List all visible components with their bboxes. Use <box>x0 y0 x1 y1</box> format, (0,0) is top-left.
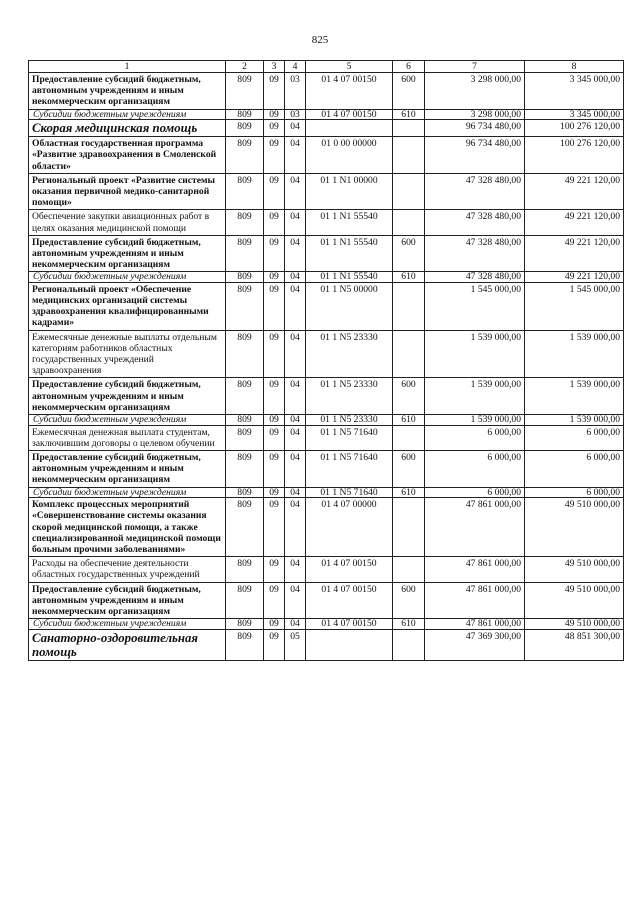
row-csr-cell <box>306 629 393 660</box>
row-name-cell: Субсидии бюджетным учреждениям <box>29 272 226 283</box>
row-name-cell: Субсидии бюджетным учреждениям <box>29 619 226 630</box>
row-ved-cell: 809 <box>226 173 264 210</box>
table-row <box>29 73 624 110</box>
table-row <box>29 629 624 660</box>
row-csr-cell: 01 4 07 00150 <box>306 109 393 120</box>
row-name-cell: Предоставление субсидий бюджетным, автономным учреждениям и иным некоммерческим организациям <box>29 582 226 619</box>
row-sum-2025-cell: 49 510 000,00 <box>525 582 624 619</box>
row-pr-cell: 04 <box>285 378 306 415</box>
table-row <box>29 487 624 498</box>
row-ved-cell: 809 <box>226 235 264 272</box>
row-name-cell: Субсидии бюджетным учреждениям <box>29 487 226 498</box>
row-rz-cell: 09 <box>264 173 285 210</box>
row-sum-2024-cell: 1 539 000,00 <box>425 415 525 426</box>
row-sum-2024-cell: 6 000,00 <box>425 487 525 498</box>
row-pr-cell: 04 <box>285 498 306 557</box>
row-ved-cell: 809 <box>226 272 264 283</box>
row-sum-2025-cell: 3 345 000,00 <box>525 109 624 120</box>
table-row <box>29 425 624 450</box>
row-pr-cell: 04 <box>285 487 306 498</box>
row-csr-cell: 01 1 N5 71640 <box>306 425 393 450</box>
table-row <box>29 378 624 415</box>
row-ved-cell: 809 <box>226 498 264 557</box>
row-sum-2024-cell: 47 328 480,00 <box>425 210 525 235</box>
row-ved-cell: 809 <box>226 487 264 498</box>
row-name-cell: Региональный проект «Обеспечение медицинских организаций системы здравоохранения квалифицированными кадрами» <box>29 282 226 330</box>
row-rz-cell: 09 <box>264 415 285 426</box>
row-sum-2024-cell: 1 539 000,00 <box>425 330 525 378</box>
row-sum-2024-cell: 47 328 480,00 <box>425 272 525 283</box>
row-pr-cell: 03 <box>285 109 306 120</box>
row-pr-cell: 04 <box>285 450 306 487</box>
table-row <box>29 557 624 582</box>
row-pr-cell: 04 <box>285 210 306 235</box>
row-name-cell: Предоставление субсидий бюджетным, автономным учреждениям и иным некоммерческим организациям <box>29 73 226 110</box>
table-row <box>29 120 624 137</box>
row-sum-2024-cell: 47 861 000,00 <box>425 557 525 582</box>
row-pr-cell: 04 <box>285 582 306 619</box>
row-vr-cell <box>393 137 425 174</box>
row-csr-cell: 01 1 N5 23330 <box>306 330 393 378</box>
row-pr-cell: 04 <box>285 415 306 426</box>
row-sum-2024-cell: 47 861 000,00 <box>425 619 525 630</box>
row-sum-2024-cell: 6 000,00 <box>425 450 525 487</box>
row-ved-cell: 809 <box>226 450 264 487</box>
row-sum-2025-cell: 1 539 000,00 <box>525 378 624 415</box>
row-csr-cell <box>306 120 393 137</box>
row-sum-2024-cell: 47 861 000,00 <box>425 582 525 619</box>
row-vr-cell: 610 <box>393 109 425 120</box>
row-pr-cell: 04 <box>285 173 306 210</box>
row-pr-cell: 04 <box>285 272 306 283</box>
row-sum-2024-cell: 47 328 480,00 <box>425 173 525 210</box>
row-vr-cell: 600 <box>393 582 425 619</box>
row-vr-cell <box>393 498 425 557</box>
row-sum-2025-cell: 1 539 000,00 <box>525 415 624 426</box>
header-col-1: 1 <box>29 61 226 73</box>
row-rz-cell: 09 <box>264 210 285 235</box>
row-rz-cell: 09 <box>264 235 285 272</box>
row-pr-cell: 04 <box>285 137 306 174</box>
row-pr-cell: 04 <box>285 425 306 450</box>
row-vr-cell <box>393 282 425 330</box>
row-sum-2025-cell: 49 221 120,00 <box>525 272 624 283</box>
table-row <box>29 210 624 235</box>
row-vr-cell <box>393 330 425 378</box>
row-csr-cell: 01 0 00 00000 <box>306 137 393 174</box>
row-vr-cell: 610 <box>393 272 425 283</box>
row-vr-cell <box>393 557 425 582</box>
row-sum-2025-cell: 6 000,00 <box>525 450 624 487</box>
row-name-cell: Обеспечение закупки авиационных работ в целях оказания медицинской помощи <box>29 210 226 235</box>
row-rz-cell: 09 <box>264 120 285 137</box>
row-vr-cell: 600 <box>393 73 425 110</box>
row-csr-cell: 01 1 N1 55540 <box>306 210 393 235</box>
row-rz-cell: 09 <box>264 487 285 498</box>
row-csr-cell: 01 4 07 00150 <box>306 73 393 110</box>
row-rz-cell: 09 <box>264 582 285 619</box>
row-name-cell: Предоставление субсидий бюджетным, автономным учреждениям и иным некоммерческим организациям <box>29 450 226 487</box>
header-col-7: 7 <box>425 61 525 73</box>
row-ved-cell: 809 <box>226 425 264 450</box>
table-row <box>29 173 624 210</box>
row-name-cell: Санаторно-оздоровительная помощь <box>29 629 226 660</box>
row-vr-cell: 600 <box>393 378 425 415</box>
row-sum-2025-cell: 49 221 120,00 <box>525 210 624 235</box>
row-ved-cell: 809 <box>226 73 264 110</box>
row-csr-cell: 01 1 N1 55540 <box>306 235 393 272</box>
row-sum-2024-cell: 1 545 000,00 <box>425 282 525 330</box>
row-ved-cell: 809 <box>226 210 264 235</box>
table-row <box>29 137 624 174</box>
row-name-cell: Ежемесячная денежная выплата студентам, заключившим договоры о целевом обучении <box>29 425 226 450</box>
row-sum-2025-cell: 49 221 120,00 <box>525 235 624 272</box>
row-sum-2024-cell: 47 328 480,00 <box>425 235 525 272</box>
row-csr-cell: 01 1 N5 23330 <box>306 378 393 415</box>
row-rz-cell: 09 <box>264 557 285 582</box>
table-row <box>29 498 624 557</box>
table-row <box>29 619 624 630</box>
row-vr-cell <box>393 425 425 450</box>
row-sum-2025-cell: 49 510 000,00 <box>525 619 624 630</box>
row-ved-cell: 809 <box>226 120 264 137</box>
row-pr-cell: 04 <box>285 619 306 630</box>
row-name-cell: Областная государственная программа «Развитие здравоохранения в Смоленской области» <box>29 137 226 174</box>
header-col-3: 3 <box>264 61 285 73</box>
row-sum-2025-cell: 49 510 000,00 <box>525 498 624 557</box>
row-ved-cell: 809 <box>226 629 264 660</box>
row-rz-cell: 09 <box>264 378 285 415</box>
row-sum-2025-cell: 6 000,00 <box>525 425 624 450</box>
table-row <box>29 109 624 120</box>
row-ved-cell: 809 <box>226 282 264 330</box>
row-ved-cell: 809 <box>226 415 264 426</box>
row-sum-2025-cell: 49 221 120,00 <box>525 173 624 210</box>
row-sum-2024-cell: 3 298 000,00 <box>425 73 525 110</box>
row-rz-cell: 09 <box>264 73 285 110</box>
row-csr-cell: 01 4 07 00150 <box>306 582 393 619</box>
row-pr-cell: 04 <box>285 282 306 330</box>
table-row <box>29 582 624 619</box>
header-col-2: 2 <box>226 61 264 73</box>
row-pr-cell: 04 <box>285 120 306 137</box>
row-sum-2025-cell: 1 545 000,00 <box>525 282 624 330</box>
row-name-cell: Расходы на обеспечение деятельности областных государственных учреждений <box>29 557 226 582</box>
header-col-6: 6 <box>393 61 425 73</box>
row-pr-cell: 04 <box>285 235 306 272</box>
row-csr-cell: 01 1 N1 55540 <box>306 272 393 283</box>
row-sum-2024-cell: 6 000,00 <box>425 425 525 450</box>
row-name-cell: Региональный проект «Развитие системы оказания первичной медико-санитарной помощи» <box>29 173 226 210</box>
row-rz-cell: 09 <box>264 272 285 283</box>
header-col-4: 4 <box>285 61 306 73</box>
row-name-cell: Предоставление субсидий бюджетным, автономным учреждениям и иным некоммерческим организациям <box>29 235 226 272</box>
row-csr-cell: 01 4 07 00150 <box>306 557 393 582</box>
table-row <box>29 282 624 330</box>
row-vr-cell: 610 <box>393 487 425 498</box>
table-row <box>29 415 624 426</box>
row-sum-2025-cell: 3 345 000,00 <box>525 73 624 110</box>
row-rz-cell: 09 <box>264 425 285 450</box>
row-name-cell: Ежемесячные денежные выплаты отдельным категориям работников областных государственных учреждений здравоохранения <box>29 330 226 378</box>
table-row <box>29 272 624 283</box>
row-sum-2025-cell: 100 276 120,00 <box>525 120 624 137</box>
table-row <box>29 235 624 272</box>
row-rz-cell: 09 <box>264 330 285 378</box>
row-csr-cell: 01 4 07 00000 <box>306 498 393 557</box>
row-vr-cell: 610 <box>393 619 425 630</box>
row-csr-cell: 01 1 N5 71640 <box>306 450 393 487</box>
row-pr-cell: 04 <box>285 330 306 378</box>
row-rz-cell: 09 <box>264 619 285 630</box>
row-name-cell: Предоставление субсидий бюджетным, автономным учреждениям и иным некоммерческим организациям <box>29 378 226 415</box>
header-row <box>29 61 624 73</box>
row-csr-cell: 01 1 N5 23330 <box>306 415 393 426</box>
row-ved-cell: 809 <box>226 619 264 630</box>
row-ved-cell: 809 <box>226 378 264 415</box>
row-vr-cell <box>393 210 425 235</box>
row-pr-cell: 04 <box>285 557 306 582</box>
page-number: 825 <box>311 34 329 46</box>
row-name-cell: Комплекс процессных мероприятий «Совершенствование системы оказания скорой медицинской помощи, а также специализированной медицинской помощи больным прочими заболеваниями» <box>29 498 226 557</box>
row-vr-cell <box>393 629 425 660</box>
row-pr-cell: 05 <box>285 629 306 660</box>
row-sum-2024-cell: 96 734 480,00 <box>425 137 525 174</box>
row-sum-2024-cell: 3 298 000,00 <box>425 109 525 120</box>
row-rz-cell: 09 <box>264 109 285 120</box>
row-vr-cell: 600 <box>393 235 425 272</box>
row-ved-cell: 809 <box>226 109 264 120</box>
row-rz-cell: 09 <box>264 282 285 330</box>
row-csr-cell: 01 1 N1 00000 <box>306 173 393 210</box>
row-rz-cell: 09 <box>264 450 285 487</box>
row-sum-2025-cell: 6 000,00 <box>525 487 624 498</box>
row-rz-cell: 09 <box>264 498 285 557</box>
row-ved-cell: 809 <box>226 582 264 619</box>
row-name-cell: Субсидии бюджетным учреждениям <box>29 109 226 120</box>
row-ved-cell: 809 <box>226 330 264 378</box>
row-vr-cell <box>393 120 425 137</box>
table-row <box>29 450 624 487</box>
row-csr-cell: 01 4 07 00150 <box>306 619 393 630</box>
row-sum-2025-cell: 48 851 300,00 <box>525 629 624 660</box>
row-name-cell: Субсидии бюджетным учреждениям <box>29 415 226 426</box>
row-sum-2025-cell: 1 539 000,00 <box>525 330 624 378</box>
row-vr-cell: 610 <box>393 415 425 426</box>
row-vr-cell: 600 <box>393 450 425 487</box>
row-rz-cell: 09 <box>264 629 285 660</box>
table-row <box>29 330 624 378</box>
row-sum-2025-cell: 49 510 000,00 <box>525 557 624 582</box>
row-csr-cell: 01 1 N5 71640 <box>306 487 393 498</box>
row-sum-2024-cell: 96 734 480,00 <box>425 120 525 137</box>
row-ved-cell: 809 <box>226 557 264 582</box>
row-ved-cell: 809 <box>226 137 264 174</box>
row-pr-cell: 03 <box>285 73 306 110</box>
row-sum-2024-cell: 1 539 000,00 <box>425 378 525 415</box>
header-col-8: 8 <box>525 61 624 73</box>
row-rz-cell: 09 <box>264 137 285 174</box>
header-col-5: 5 <box>306 61 393 73</box>
row-name-cell: Скорая медицинская помощь <box>29 120 226 137</box>
row-sum-2025-cell: 100 276 120,00 <box>525 137 624 174</box>
budget-table <box>28 60 624 661</box>
row-sum-2024-cell: 47 861 000,00 <box>425 498 525 557</box>
row-csr-cell: 01 1 N5 00000 <box>306 282 393 330</box>
row-vr-cell <box>393 173 425 210</box>
row-sum-2024-cell: 47 369 300,00 <box>425 629 525 660</box>
